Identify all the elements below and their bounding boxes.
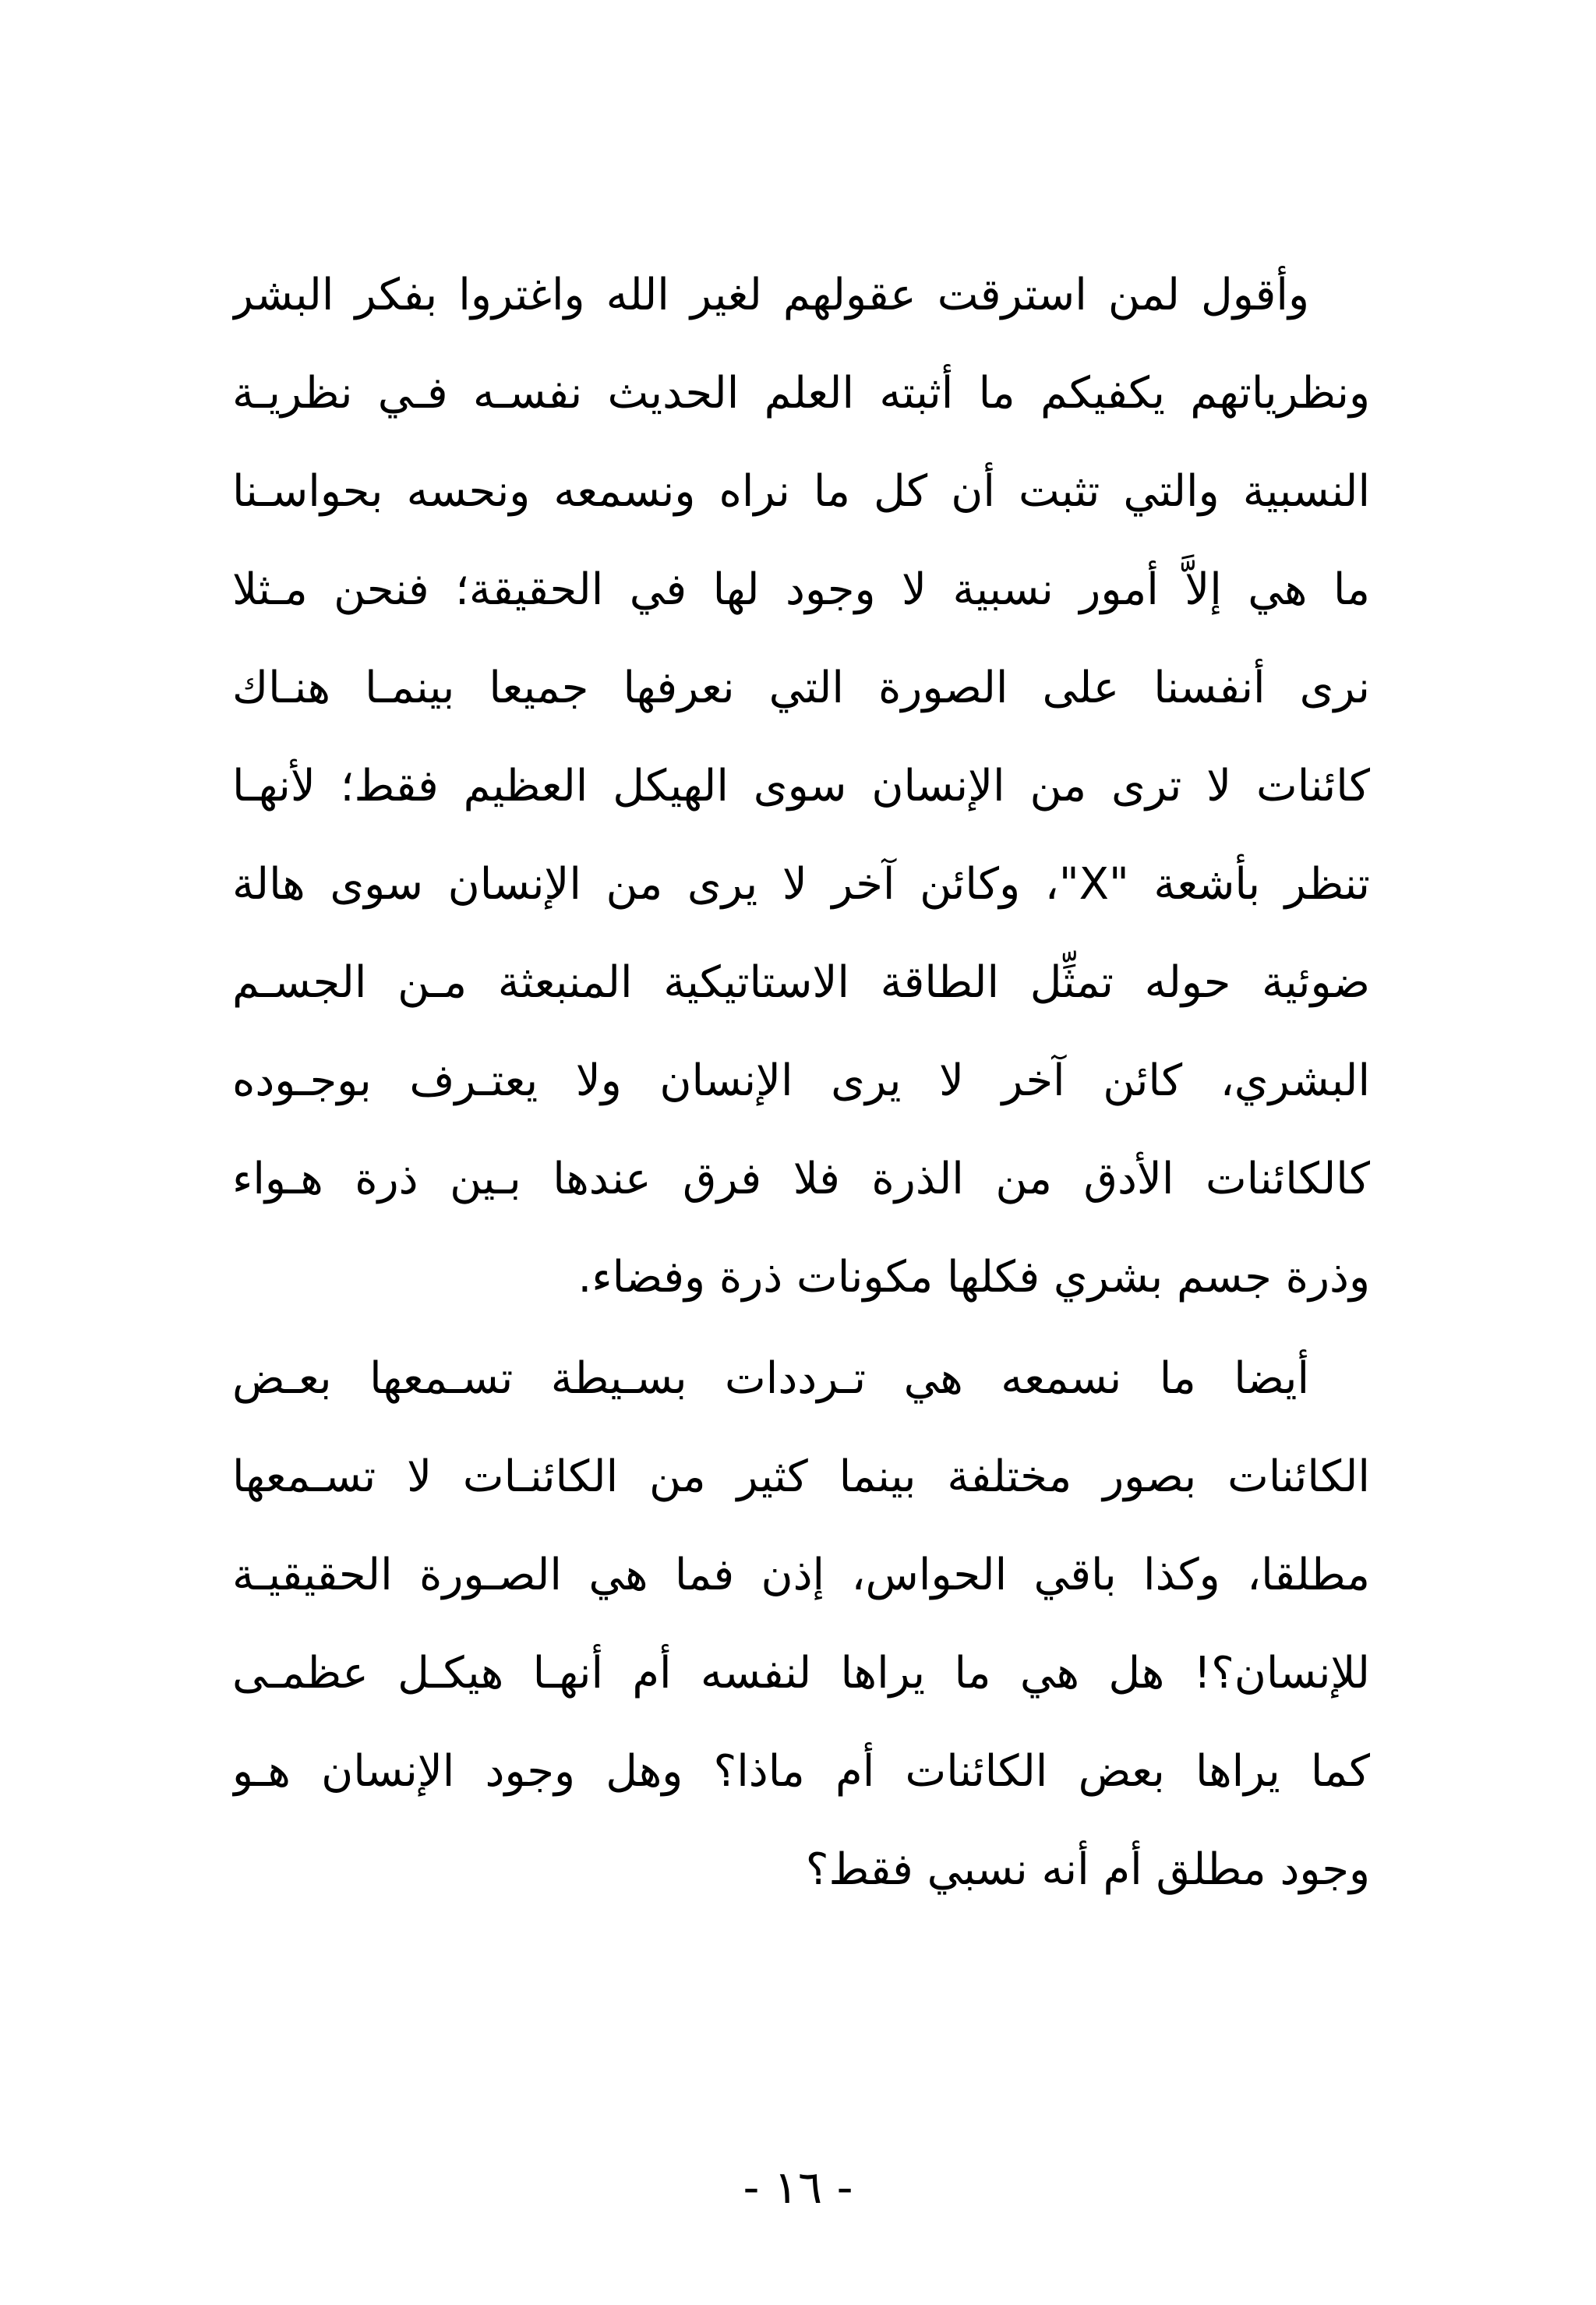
paragraph-1-line: النسبية والتي تثبت أن كل ما نراه ونسمعه ونحسه بحواسـنا bbox=[232, 466, 1370, 517]
paragraph-2-line: الكائنات بصور مختلفة بينما كثير من الكائنـات لا تسـمعها bbox=[232, 1451, 1370, 1502]
paragraph-1-line: نرى أنفسنا على الصورة التي نعرفها جميعا بينمـا هنـاك bbox=[232, 663, 1370, 713]
paragraph-1-line: ونظرياتهم يكفيكم ما أثبته العلم الحديث نفسـه فـي نظريـة bbox=[232, 368, 1370, 419]
paragraph-2-line: مطلقا، وكذا باقي الحواس، إذن فما هي الصـورة الحقيقيـة bbox=[232, 1550, 1370, 1600]
paragraph-1-line: البشري، كائن آخر لا يرى الإنسان ولا يعتـرف بوجـوده bbox=[232, 1055, 1370, 1106]
paragraph-1-line: وأقول لمن استرقت عقولهم لغير الله واغتروا بفكر البشر bbox=[232, 270, 1309, 320]
paragraph-1-line: وذرة جسم بشري فكلها مكونات ذرة وفضاء. bbox=[577, 1252, 1370, 1303]
paragraph-2-line: كما يراها بعض الكائنات أم ماذا؟ وهل وجود الإنسان هـو bbox=[232, 1746, 1370, 1797]
page-number: - ١٦ - bbox=[743, 2161, 853, 2214]
paragraph-1-line: تنظر بأشعة "X"، وكائن آخر لا يرى من الإنسان سوى هالة bbox=[232, 859, 1370, 910]
paragraph-1-line: كالكائنات الأدق من الذرة فلا فرق عندها بـين ذرة هـواء bbox=[232, 1154, 1370, 1204]
paragraph-2 bbox=[232, 1330, 1370, 1919]
paragraph-2-line: وجود مطلق أم أنه نسبي فقط؟ bbox=[805, 1844, 1370, 1895]
paragraph-2-line: أيضا ما نسمعه هي تـرددات بسـيطة تسـمعها بعـض bbox=[232, 1353, 1309, 1404]
paragraph-1 bbox=[232, 246, 1370, 1327]
paragraph-2-line: للإنسان؟! هل هي ما يراها لنفسه أم أنهـا هيكـل عظمـى bbox=[232, 1648, 1370, 1699]
paragraph-1-line: ضوئية حوله تمثِّل الطاقة الاستاتيكية المنبعثة مـن الجسـم bbox=[232, 957, 1370, 1008]
paragraph-1-line: ما هي إلاَّ أمور نسبية لا وجود لها في الحقيقة؛ فنحن مـثلا bbox=[232, 564, 1370, 615]
paragraph-1-line: كائنات لا ترى من الإنسان سوى الهيكل العظيم فقط؛ لأنهـا bbox=[232, 761, 1370, 811]
